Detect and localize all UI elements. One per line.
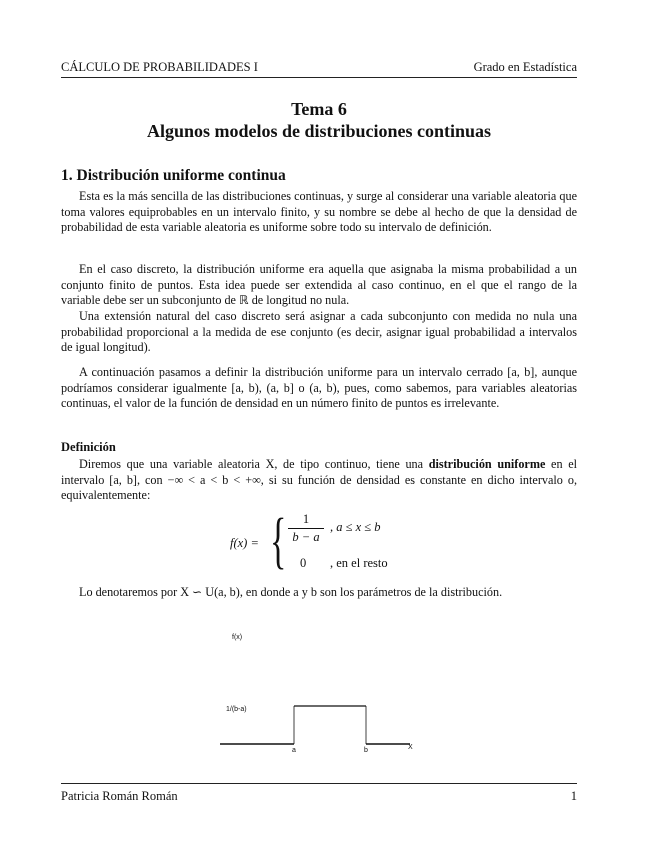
header-course: CÁLCULO DE PROBABILIDADES I: [61, 60, 258, 74]
figure-b-label: b: [364, 747, 368, 754]
density-formula: [230, 507, 470, 578]
formula-case-1: , a ≤ x ≤ b: [330, 520, 381, 534]
definition-text-after: en el intervalo [a, b], con −∞ < a < b < +∞, si su función de densidad es constante en dicho intervalo o, equivalentemente:: [61, 457, 577, 503]
paragraph-1-text: Esta es la más sencilla de las distribuciones continuas, y surge al considerar una variable aleatoria que toma valores equiprobables en un intervalo finito, y su nombre se debe al hecho de que la densidad de probabilidad de esta variable aleatoria es uniforme sobre todo su intervalo de definición.: [61, 189, 577, 235]
header-rule: [61, 77, 577, 78]
definition-text-before: Diremos que una variable aleatoria X, de tipo continuo, tiene una: [79, 457, 429, 471]
formula-denominator: b − a: [292, 530, 320, 544]
figure-x-label: X: [408, 744, 413, 751]
header-degree: Grado en Estadística: [473, 60, 577, 74]
formula-case-2: , en el resto: [330, 556, 388, 570]
notation-text: Lo denotaremos por X ∽ U(a, b), en donde a y b son los parámetros de la distribución.: [79, 585, 503, 599]
definition-heading: Definición: [61, 440, 116, 454]
footer-author: Patricia Román Román: [61, 789, 178, 803]
fraction-bar: [288, 528, 324, 529]
formula-lhs: f(x) =: [230, 536, 259, 550]
definition-paragraph: [61, 457, 577, 504]
paragraph-3-text: Una extensión natural del caso discreto será asignar a cada subconjunto con medida no nula una probabilidad proporcional a la medida de ese conjunto (es decir, asignar igual probabilidad a intervalos de igual longitud).: [61, 309, 577, 355]
formula-brace: {: [270, 507, 287, 575]
uniform-density-figure: [210, 628, 430, 758]
figure-a-label: a: [292, 747, 296, 754]
page-number: 1: [570, 789, 577, 803]
paragraph-1: [61, 189, 577, 236]
formula-fraction: [288, 512, 324, 545]
density-plot: [210, 628, 430, 758]
paragraph-3: [61, 309, 577, 356]
paragraph-4-text: A continuación pasamos a definir la distribución uniforme para un intervalo cerrado [a, b], aunque podríamos considerar igualmente [a, b), (a, b] o (a, b), pues, como sabemos, para variables aleatorias continuas, el valor de la función de densidad en un número finito de puntos es irrelevante.: [61, 365, 577, 411]
figure-y-label: f(x): [232, 634, 243, 641]
notation-paragraph: [61, 585, 577, 601]
chapter-name: Algunos modelos de distribuciones continuas: [146, 121, 492, 141]
paragraph-4: [61, 365, 577, 412]
section-heading: 1. Distribución uniforme continua: [61, 167, 286, 184]
footer-rule: [61, 783, 577, 784]
figure-height-label: 1/(b-a): [226, 706, 247, 713]
formula-numerator: 1: [302, 512, 310, 526]
formula-zero: 0: [300, 556, 307, 570]
paragraph-2-text: En el caso discreto, la distribución uniforme era aquella que asignaba la misma probabilidad a un conjunto finito de puntos. Esta idea puede ser extendida al caso continuo, en el que el rango de la variable debe ser un subconjunto de ℝ de longitud no nula.: [61, 262, 577, 308]
paragraph-2: [61, 262, 577, 309]
chapter-title: [61, 98, 577, 142]
chapter-number: Tema 6: [291, 99, 347, 119]
definition-term: distribución uniforme: [428, 457, 546, 471]
